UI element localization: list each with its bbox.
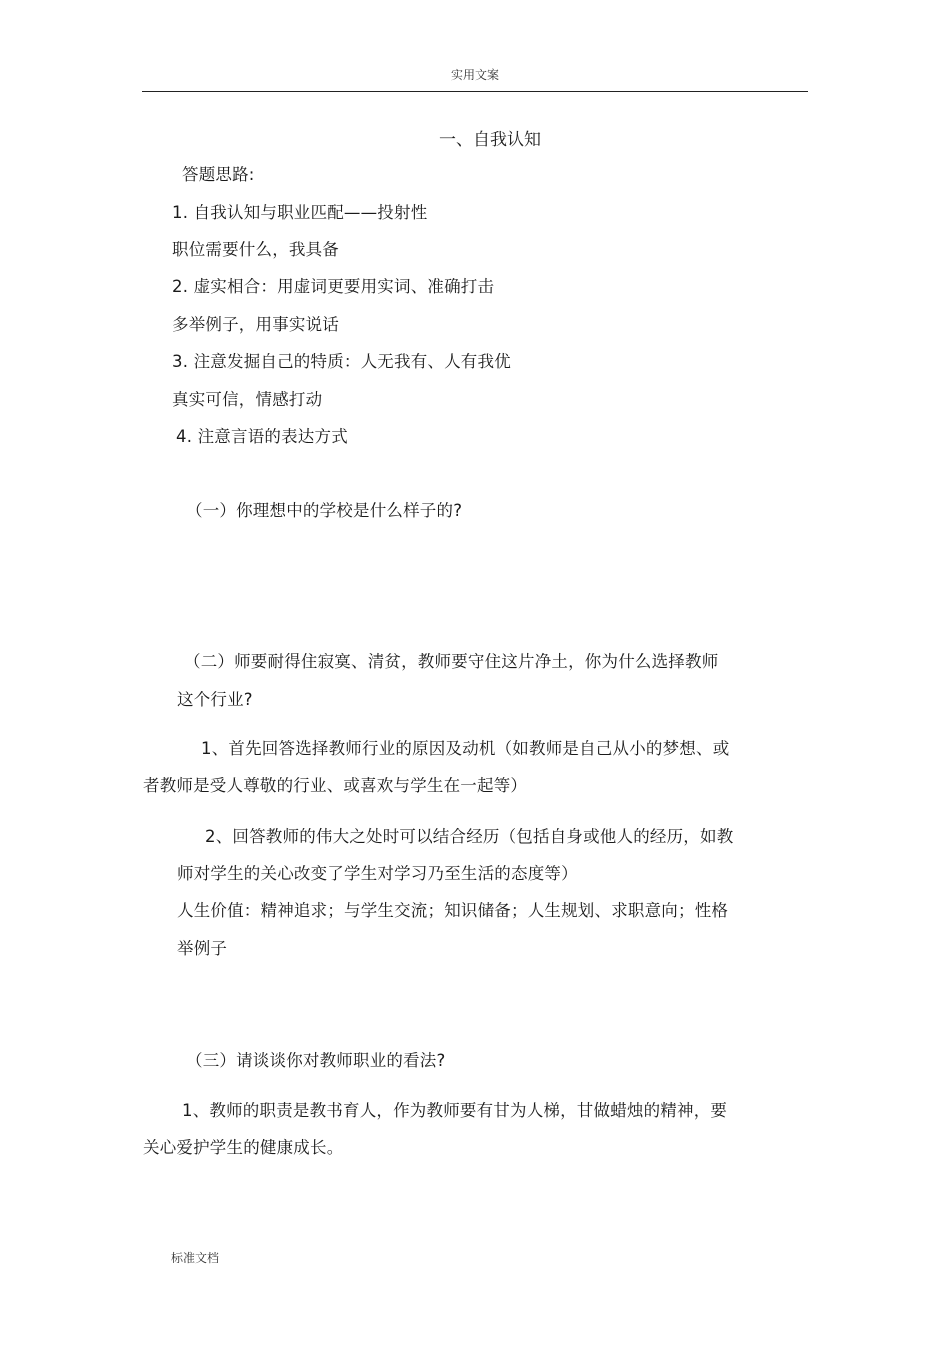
page-footer: 标准文档 xyxy=(171,1251,220,1265)
text-line: 1、首先回答选择教师行业的原因及动机（如教师是自己从小的梦想、或 xyxy=(201,739,730,758)
text-line: 关心爱护学生的健康成长。 xyxy=(143,1138,344,1157)
text-line: 2. 虚实相合：用虚词更要用实词、准确打击 xyxy=(172,277,495,296)
text-line: 1. 自我认知与职业匹配——投射性 xyxy=(172,203,428,222)
page-header: 实用文案 xyxy=(450,68,499,82)
text-line: 3. 注意发掘自己的特质：人无我有、人有我优 xyxy=(172,352,511,371)
text-line: 答题思路: xyxy=(182,165,255,184)
text-line: 师对学生的关心改变了学生对学习乃至生活的态度等） xyxy=(177,864,578,883)
text-line: 多举例子，用事实说话 xyxy=(172,315,339,334)
text-line: 真实可信，情感打动 xyxy=(172,390,323,409)
text-line: 4. 注意言语的表达方式 xyxy=(176,427,348,446)
section-title: 一、自我认知 xyxy=(439,130,541,150)
question-heading: （二）师要耐得住寂寞、清贫，教师要守住这片净土，你为什么选择教师 xyxy=(184,652,719,671)
text-line: 人生价值：精神追求；与学生交流；知识储备；人生规划、求职意向；性格 xyxy=(177,901,729,920)
text-line: 2、回答教师的伟大之处时可以结合经历（包括自身或他人的经历，如教 xyxy=(205,827,734,846)
text-line: 举例子 xyxy=(177,939,228,958)
question-heading: （三）请谈谈你对教师职业的看法? xyxy=(186,1051,446,1070)
text-line: 1、教师的职责是教书育人，作为教师要有甘为人梯，甘做蜡烛的精神，要 xyxy=(182,1101,728,1120)
text-line: 职位需要什么，我具备 xyxy=(172,240,339,259)
question-heading: （一）你理想中的学校是什么样子的? xyxy=(186,501,463,520)
text-line: 这个行业? xyxy=(177,690,253,709)
text-line: 者教师是受人尊敬的行业、或喜欢与学生在一起等） xyxy=(143,776,528,795)
header-divider xyxy=(142,91,808,92)
